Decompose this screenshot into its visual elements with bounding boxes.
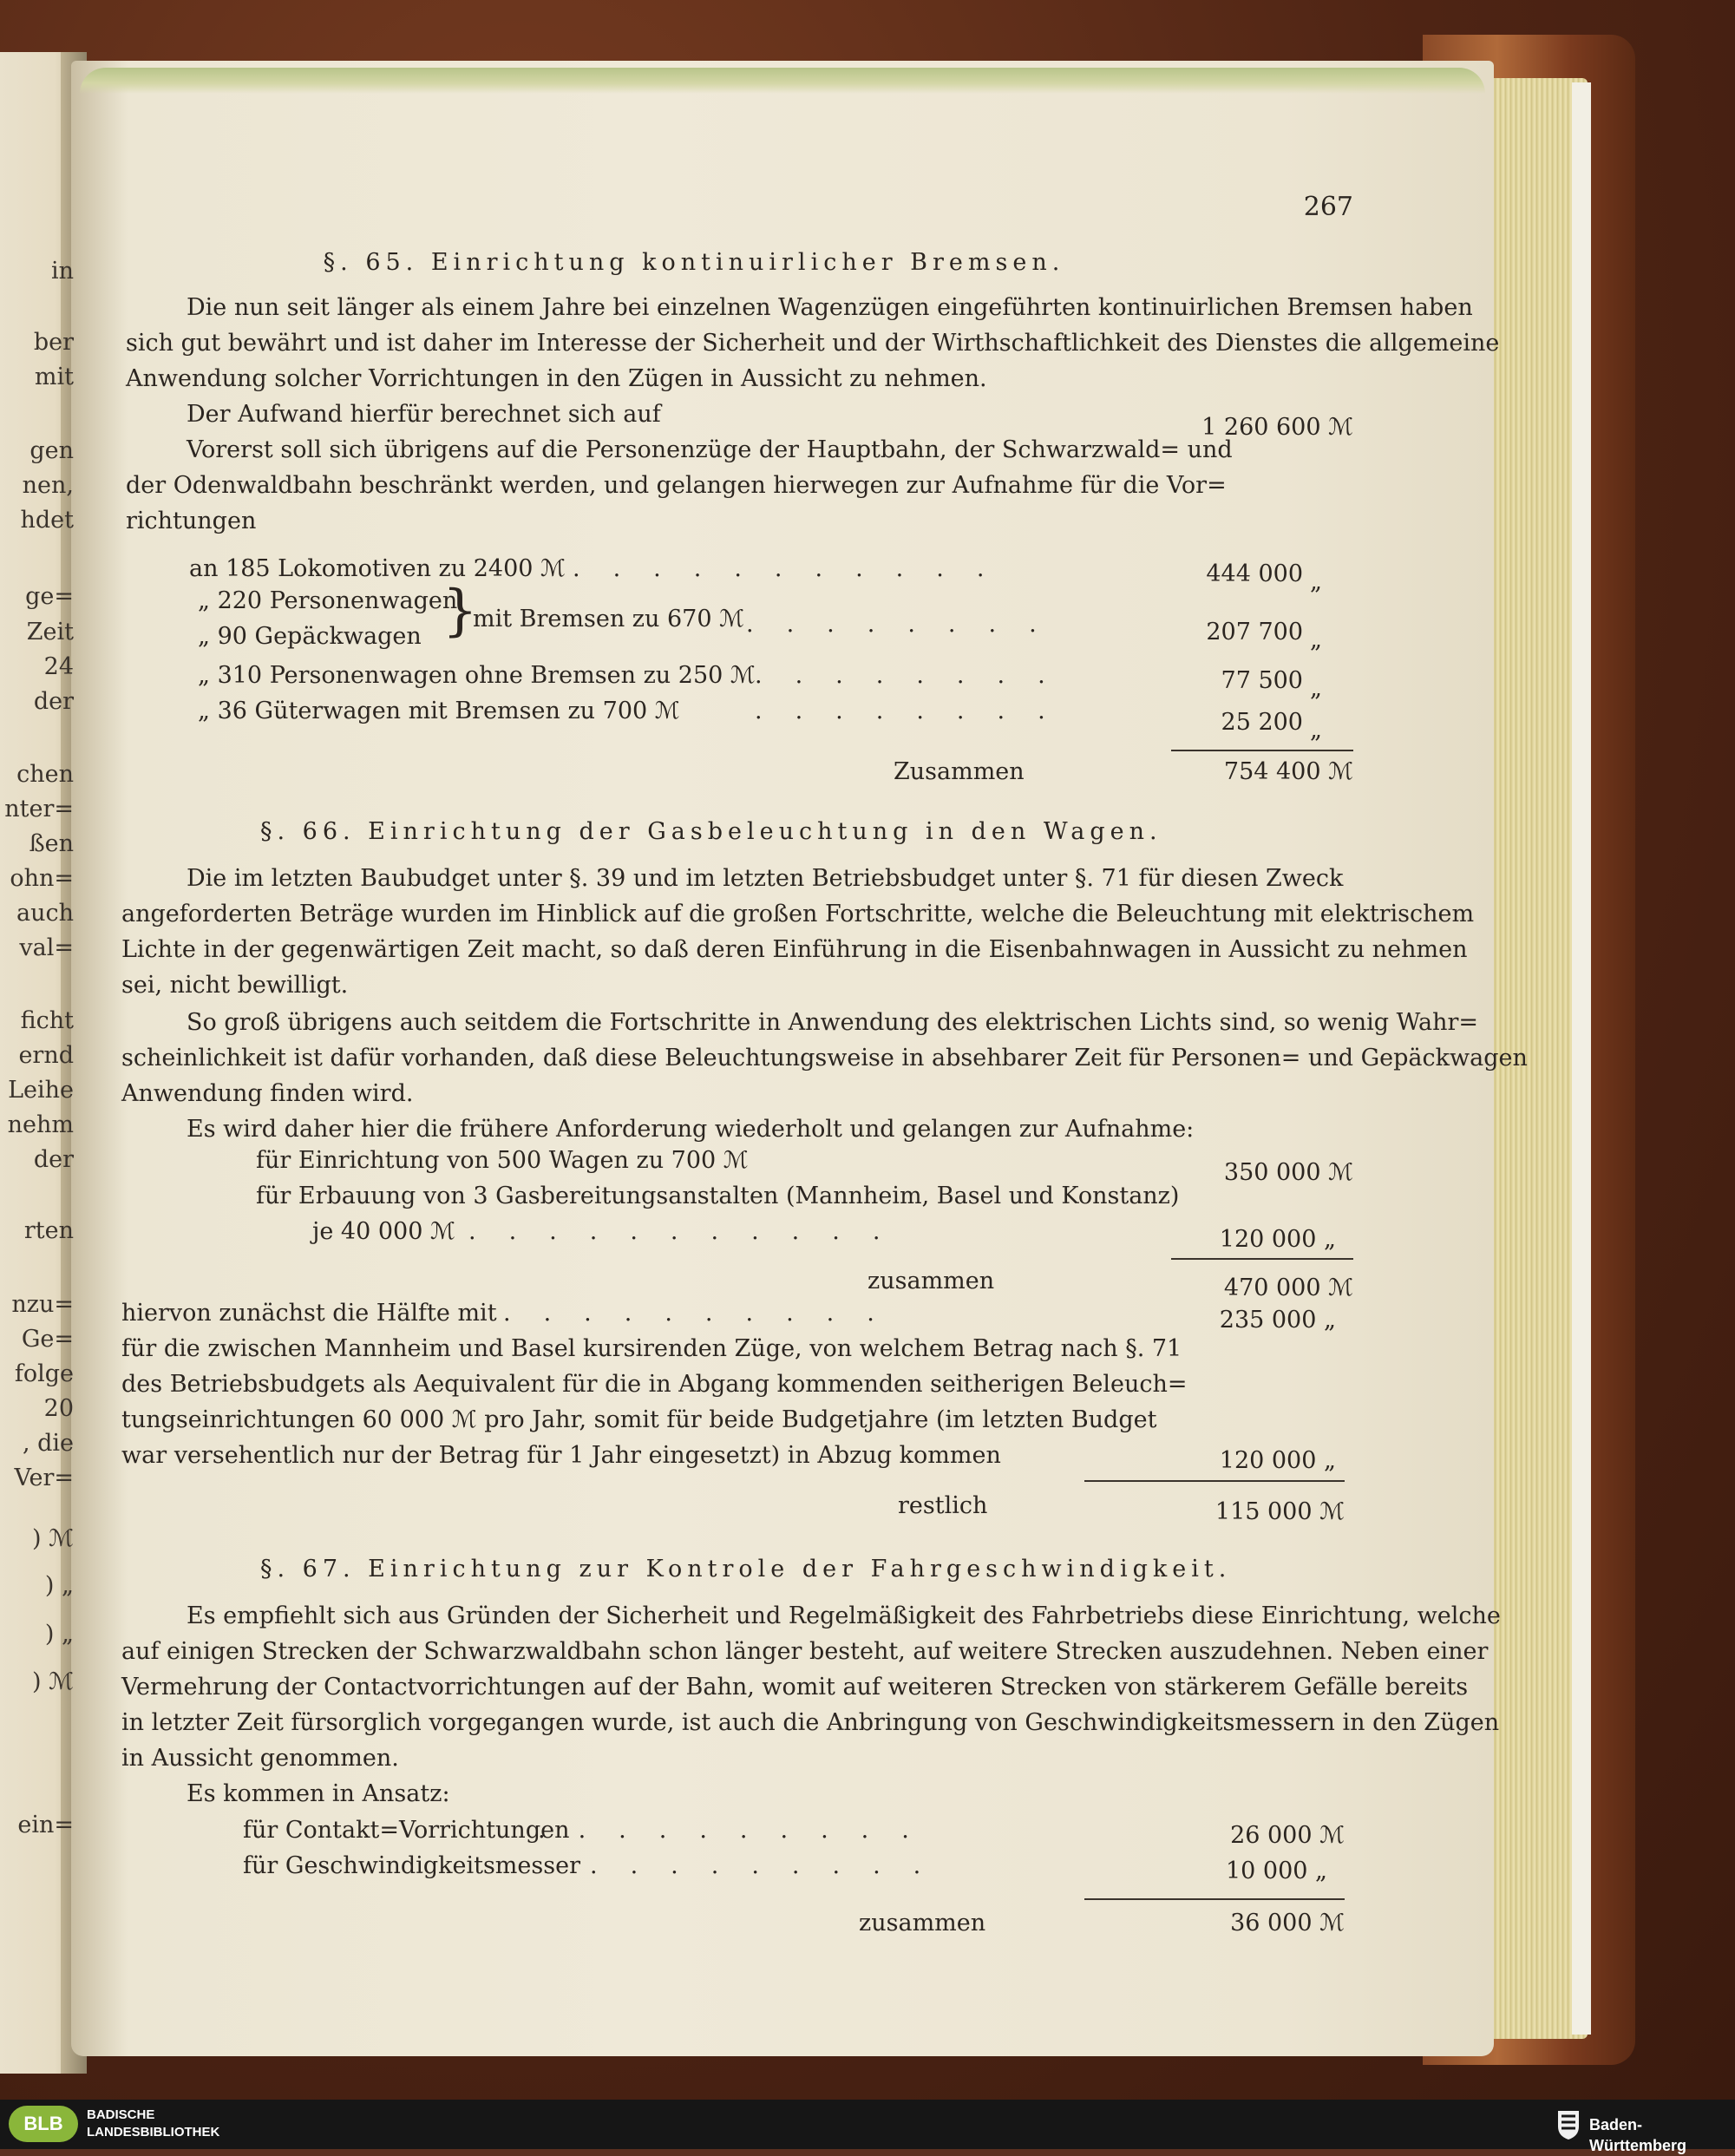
left-margin-line: chen <box>16 761 74 788</box>
leader-dots: ........ <box>755 698 1078 724</box>
s67-sum-label: zusammen <box>859 1910 986 1936</box>
s66-sum-amount: 470 000 ℳ <box>1223 1275 1353 1301</box>
left-margin-line: Zeit <box>26 619 74 645</box>
left-margin-line: ohn= <box>10 865 74 892</box>
left-margin-line: ernd <box>18 1042 74 1069</box>
s66-item-label: je 40 000 ℳ <box>312 1218 455 1245</box>
s67-paragraph-line: auf einigen Strecken der Schwarzwaldbahn schon länger besteht, auf weitere Strecken auszudehnen. Neben einer <box>121 1638 1489 1665</box>
s66-half-amount: 235 000 „ <box>1219 1307 1336 1334</box>
left-margin-line: val= <box>19 934 74 961</box>
s67-item-label: für Geschwindigkeitsmesser <box>243 1852 580 1879</box>
state-name: Baden-Württemberg <box>1589 2116 1686 2154</box>
s65-paragraph-line: sich gut bewährt und ist daher im Interesse der Sicherheit und der Wirthschaftlichkeit des Dienstes die allgemeine <box>126 330 1500 357</box>
s65-item-amount: 207 700 <box>1206 619 1303 645</box>
left-margin-line: ) „ <box>44 1572 74 1599</box>
left-margin-line: 24 <box>43 653 74 680</box>
s66-paragraph-line: scheinlichkeit ist dafür vorhanden, daß diese Beleuchtungsweise in absehbarer Zeit für Personen= und Gepäckwagen <box>121 1045 1528 1071</box>
left-margin-line: ficht <box>20 1007 74 1034</box>
s65-item-unit: „ <box>1310 717 1322 744</box>
s65-item-label: „ 36 Güterwagen mit Bremsen zu 700 ℳ <box>198 698 680 724</box>
page-edge-strip <box>1572 82 1591 2035</box>
s66-deduction-line: für die zwischen Mannheim und Basel kursirenden Züge, von welchem Betrag nach §. 71 <box>121 1335 1182 1362</box>
s66-paragraph-line: Es wird daher hier die frühere Anforderung wiederholt und gelangen zur Aufnahme: <box>187 1116 1195 1143</box>
section-65-title: §. 65. Einrichtung kontinuirlicher Bremsen. <box>323 249 1065 276</box>
s65-paragraph-line: richtungen <box>126 508 257 534</box>
s67-sum-amount: 36 000 ℳ <box>1230 1910 1345 1936</box>
s65-item-label: „ 220 Personenwagen <box>198 587 458 614</box>
s65-paragraph-line: Anwendung solcher Vorrichtungen in den Zügen in Aussicht zu nehmen. <box>126 365 987 392</box>
section-67-title: §. 67. Einrichtung zur Kontrole der Fahrgeschwindigkeit. <box>260 1556 1232 1583</box>
leader-dots: ........ <box>755 662 1078 689</box>
left-margin-line: ) ℳ <box>32 1668 74 1695</box>
s65-item-label: „ 310 Personenwagen ohne Bremsen zu 250 ℳ <box>198 662 756 689</box>
s66-rest-label: restlich <box>898 1492 988 1519</box>
s66-paragraph-line: Anwendung finden wird. <box>121 1080 414 1107</box>
s65-item-unit: „ <box>1310 626 1322 653</box>
leader-dots: ........... <box>468 1218 913 1245</box>
s65-item-unit: „ <box>1310 675 1322 702</box>
left-margin-line: ge= <box>25 583 74 610</box>
section-66-title: §. 66. Einrichtung der Gasbeleuchtung in den Wagen. <box>260 818 1162 845</box>
s65-total-label: Zusammen <box>894 758 1025 785</box>
s66-paragraph-line: angeforderten Beträge wurden im Hinblick auf die großen Fortschritte, welche die Beleuchtung mit elektrischem <box>121 901 1475 927</box>
s67-paragraph-line: Vermehrung der Contactvorrichtungen auf der Bahn, womit auf weiteren Strecken von stärkerem Gefälle bereits <box>121 1674 1469 1701</box>
blb-logo[interactable]: BLB <box>9 2106 78 2142</box>
brace: } <box>442 579 478 643</box>
s67-paragraph-line: in Aussicht genommen. <box>121 1745 399 1772</box>
s65-paragraph-line: Vorerst soll sich übrigens auf die Personenzüge der Hauptbahn, der Schwarzwald= und <box>187 436 1233 463</box>
left-margin-line: hdet <box>20 507 74 534</box>
s65-item-amount: 25 200 <box>1221 709 1303 736</box>
left-margin-line: ber <box>33 329 74 356</box>
sum-rule <box>1084 1480 1345 1482</box>
leader-dots: ......... <box>590 1852 954 1879</box>
leader-dots: ........ <box>746 611 1070 638</box>
s66-half-label: hiervon zunächst die Hälfte mit <box>121 1300 497 1327</box>
left-margin-line: , die <box>22 1430 74 1457</box>
s66-deduction-line: tungseinrichtungen 60 000 ℳ pro Jahr, somit für beide Budgetjahre (im letzten Budget <box>121 1406 1157 1433</box>
s65-item-amount: 444 000 <box>1206 560 1303 587</box>
left-margin-line: Ver= <box>14 1465 74 1491</box>
s66-item-amount: 120 000 „ <box>1219 1226 1336 1253</box>
s66-paragraph-line: Die im letzten Baubudget unter §. 39 und im letzten Betriebsbudget unter §. 71 für diesen Zweck <box>187 865 1344 892</box>
left-margin-line: nen, <box>22 472 74 499</box>
left-margin-line: in <box>50 258 74 285</box>
left-margin-line: ein= <box>17 1812 74 1838</box>
s65-aufwand-amount: 1 260 600 ℳ <box>1201 414 1353 441</box>
leader-dots: .......... <box>503 1300 907 1327</box>
s65-item-unit: „ <box>1310 568 1322 595</box>
left-margin-line: Ge= <box>21 1326 74 1353</box>
left-margin-line: folge <box>14 1360 74 1387</box>
s66-paragraph-line: sei, nicht bewilligt. <box>121 972 349 999</box>
left-margin-line: Leihe <box>8 1077 74 1104</box>
s67-item-amount: 26 000 ℳ <box>1230 1822 1345 1849</box>
s65-item-amount: 77 500 <box>1221 667 1303 694</box>
s66-item-amount: 350 000 ℳ <box>1223 1159 1353 1186</box>
s67-item-label: für Contakt=Vorrichtungen <box>243 1817 570 1844</box>
s66-item-label: für Einrichtung von 500 Wagen zu 700 ℳ <box>256 1147 749 1174</box>
s66-deduction-line: des Betriebsbudgets als Aequivalent für die in Abgang kommenden seitherigen Beleuch= <box>121 1371 1188 1398</box>
baden-wuerttemberg-crest-icon <box>1555 2107 1581 2140</box>
left-margin-line: ) „ <box>44 1621 74 1648</box>
s66-paragraph-line: Lichte in der gegenwärtigen Zeit macht, so daß deren Einführung in die Eisenbahnwagen in Aussicht zu nehmen <box>121 936 1468 963</box>
left-margin-line: ßen <box>29 830 74 857</box>
library-name-line: BADISCHE <box>87 2107 155 2122</box>
s67-paragraph-line: in letzter Zeit fürsorglich vorgegangen wurde, ist auch die Anbringung von Geschwindigkeitsmessern in den Zügen <box>121 1709 1500 1736</box>
left-margin-line: rten <box>23 1217 74 1244</box>
left-margin-line: 20 <box>43 1395 74 1422</box>
page-top-edge <box>80 68 1485 94</box>
left-margin-line: nehm <box>7 1111 74 1138</box>
s66-deduction-line: war versehentlich nur der Betrag für 1 Jahr eingesetzt) in Abzug kommen <box>121 1442 1001 1469</box>
left-margin-line: nter= <box>4 796 74 822</box>
s66-paragraph-line: So groß übrigens auch seitdem die Fortschritte in Anwendung des elektrischen Lichts sind, so wenig Wahr= <box>187 1009 1479 1036</box>
left-margin-line: auch <box>16 900 74 927</box>
sum-rule <box>1171 1258 1353 1260</box>
s65-item-label: an 185 Lokomotiven zu 2400 ℳ <box>189 555 566 582</box>
viewer-footer <box>0 2100 1735 2149</box>
library-name-line: LANDESBIBLIOTHEK <box>87 2125 220 2140</box>
s66-rest-amount: 115 000 ℳ <box>1214 1498 1345 1525</box>
leader-dots: .......... <box>538 1817 942 1844</box>
s65-item-label: „ 90 Gepäckwagen <box>198 623 422 650</box>
s66-deduction-amount: 120 000 „ <box>1219 1447 1336 1474</box>
s66-sum-label: zusammen <box>868 1268 995 1294</box>
left-margin-line: der <box>33 1146 74 1173</box>
s66-item-label: für Erbauung von 3 Gasbereitungsanstalten (Mannheim, Basel und Konstanz) <box>256 1183 1180 1209</box>
s65-paragraph-line: der Odenwaldbahn beschränkt werden, und gelangen hierwegen zur Aufnahme für die Vor= <box>126 472 1227 499</box>
s65-paragraph-line: Die nun seit länger als einem Jahre bei einzelnen Wagenzügen eingeführten kontinuirlichen Bremsen haben <box>187 294 1473 321</box>
left-margin-line: der <box>33 688 74 715</box>
left-margin-line: gen <box>29 437 74 464</box>
library-name <box>87 2107 219 2141</box>
s65-aufwand-text: Der Aufwand hierfür berechnet sich auf <box>187 401 661 428</box>
page-number: 267 <box>1303 192 1353 222</box>
s67-paragraph-line: Es empfiehlt sich aus Gründen der Sicherheit und Regelmäßigkeit des Fahrbetriebs diese Einrichtung, welche <box>187 1602 1501 1629</box>
left-margin-line: nzu= <box>11 1291 74 1318</box>
sum-rule <box>1084 1898 1345 1900</box>
sum-rule <box>1171 750 1353 751</box>
left-margin-line: ) ℳ <box>32 1525 74 1552</box>
s67-item-amount: 10 000 „ <box>1225 1858 1327 1884</box>
leader-dots: ........... <box>573 555 1018 582</box>
left-margin-line: mit <box>34 364 74 390</box>
s67-paragraph-line: Es kommen in Ansatz: <box>187 1780 450 1807</box>
s65-total-amount: 754 400 ℳ <box>1223 758 1353 785</box>
s65-brace-text: mit Bremsen zu 670 ℳ <box>473 606 744 632</box>
